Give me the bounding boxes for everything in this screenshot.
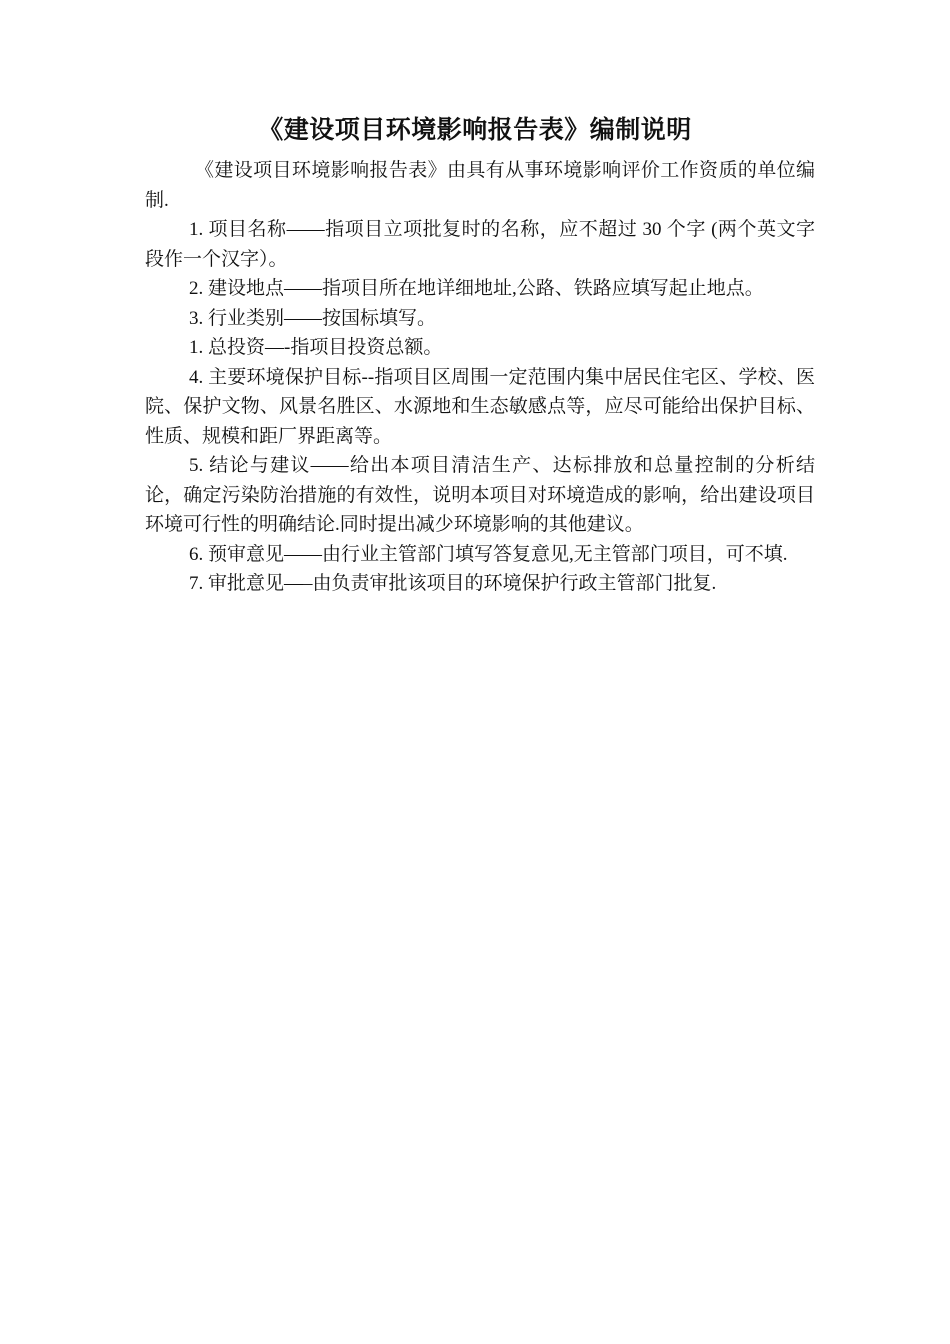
paragraph-item-pre-review: 6. 预审意见——由行业主管部门填写答复意见,无主管部门项目，可不填.: [189, 543, 788, 565]
paragraph-item-industry: 3. 行业类别——按国标填写。: [189, 307, 437, 329]
paragraph-item-protection-targets: 4. 主要环境保护目标--指项目区周围一定范围内集中居民住宅区、学校、医院、保护文物、风景名胜区、水源地和生态敏感点等，应尽可能给出保护目标、性质、规模和距厂界距离等。: [145, 366, 815, 447]
paragraph-item-approval: 7. 审批意见—–由负责审批该项目的环境保护行政主管部门批复.: [189, 573, 717, 594]
paragraph-item-investment: 1. 总投资—-指项目投资总额。: [189, 337, 443, 358]
document-body: [145, 156, 815, 599]
paragraph-item-conclusion: 5. 结论与建议——给出本项目清洁生产、达标排放和总量控制的分析结论，确定污染防治措施的有效性，说明本项目对环境造成的影响，给出建设项目环境可行性的明确结论.同时提出减少环境影响的其他建议。: [145, 455, 815, 535]
paragraph-intro: 《建设项目环境影响报告表》由具有从事环境影响评价工作资质的单位编制.: [145, 160, 815, 211]
paragraph-item-project-name: 1. 项目名称——指项目立项批复时的名称，应不超过 30 个字 (两个英文字段作一个汉字）。: [145, 219, 815, 270]
document-title: 《建设项目环境影响报告表》编制说明: [258, 115, 692, 144]
paragraph-item-location: 2. 建设地点——指项目所在地详细地址,公路、铁路应填写起止地点。: [189, 278, 764, 299]
